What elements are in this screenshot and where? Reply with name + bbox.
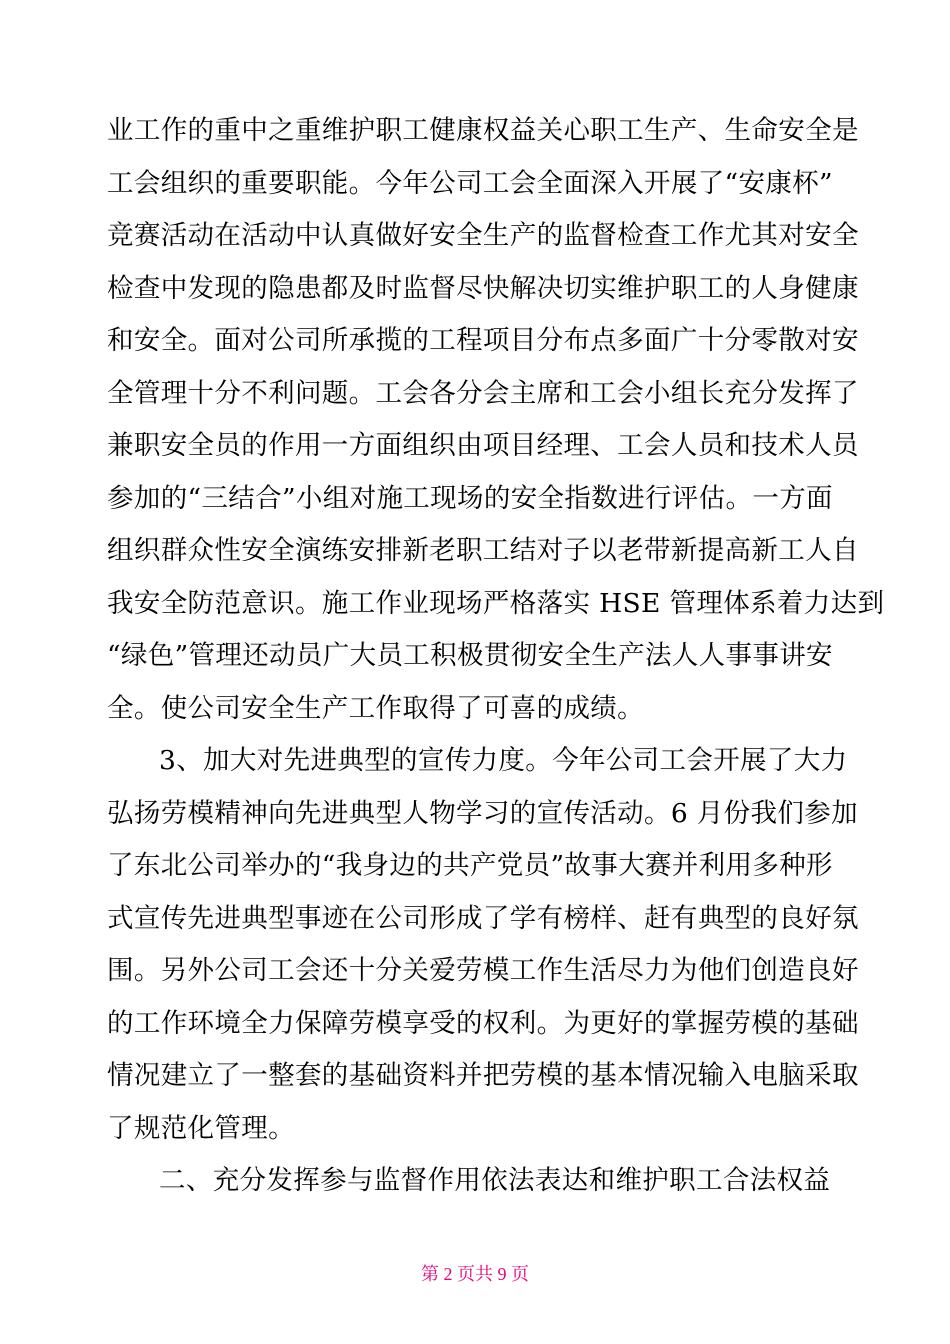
text-line: 和安全。面对公司所承揽的工程项目分布点多面广十分零散对安 — [107, 325, 859, 356]
text-line: “绿色”管理还动员广大员工积极贯彻安全生产法人人事事讲安 — [107, 640, 833, 671]
text-line: 我安全防范意识。施工作业现场严格落实 HSE 管理体系着力达到 — [107, 587, 885, 619]
text-line: 情况建立了一整套的基础资料并把劳模的基本情况输入电脑采取 — [107, 1060, 859, 1091]
text-line: 了规范化管理。 — [107, 1112, 295, 1144]
text-line: 全管理十分不利问题。工会各分会主席和工会小组长充分发挥了 — [107, 377, 859, 409]
text-line: 全。使公司安全生产工作取得了可喜的成绩。 — [107, 692, 644, 724]
section-heading-3: 3、加大对先进典型的宣传力度。今年公司工会开展了大力 — [159, 745, 848, 776]
text-line: 竞赛活动在活动中认真做好安全生产的监督检查工作尤其对安全 — [107, 220, 859, 251]
text-line: 组织群众性安全演练安排新老职工结对子以老带新提高新工人自 — [107, 535, 859, 566]
text-line: 了东北公司举办的“我身边的共产党员”故事大赛并利用多种形 — [107, 850, 833, 881]
text-line: 围。另外公司工会还十分关爱劳模工作生活尽力为他们创造良好 — [107, 955, 859, 986]
text-line: 参加的“三结合”小组对施工现场的安全指数进行评估。一方面 — [107, 482, 833, 514]
text-line: 工会组织的重要职能。今年公司工会全面深入开展了“安康杯” — [107, 167, 833, 199]
text-line: 的工作环境全力保障劳模享受的权利。为更好的掌握劳模的基础 — [107, 1007, 859, 1039]
text-line: 检查中发现的隐患都及时监督尽快解决切实维护职工的人身健康 — [107, 272, 859, 304]
text-line: 兼职安全员的作用一方面组织由项目经理、工会人员和技术人员 — [107, 430, 859, 461]
text-line: 弘扬劳模精神向先进典型人物学习的宣传活动。6 月份我们参加 — [107, 797, 858, 829]
text-line: 业工作的重中之重维护职工健康权益关心职工生产、生命安全是 — [107, 115, 859, 146]
section-heading-2: 二、充分发挥参与监督作用依法表达和维护职工合法权益 — [159, 1165, 831, 1196]
page-number-footer: 第 2 页共 9 页 — [421, 1264, 529, 1284]
text-line: 式宣传先进典型事迹在公司形成了学有榜样、赶有典型的良好氛 — [107, 902, 859, 934]
